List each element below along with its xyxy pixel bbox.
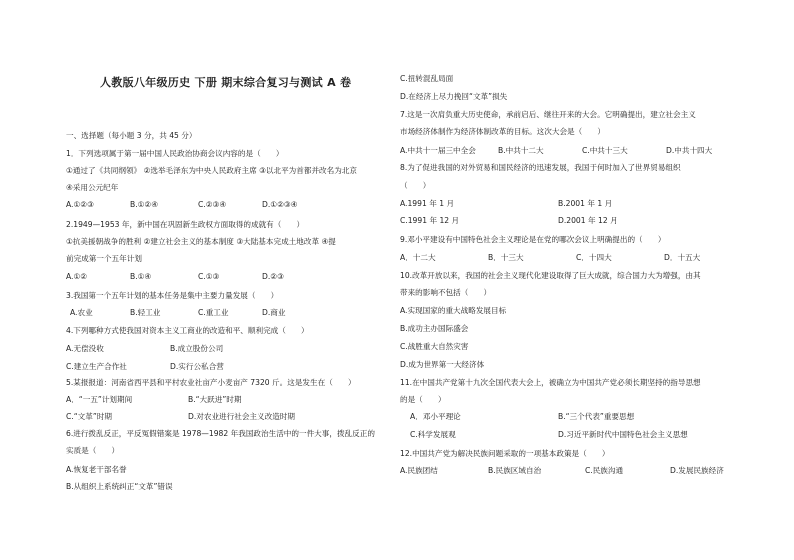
question-7: 7.这是一次肩负重大历史使命，承前启后、继往开来的大会。它明确提出，建立社会主义 bbox=[400, 110, 696, 119]
q1-option-c: C.②③④ bbox=[198, 200, 227, 209]
q7-option-c: C.中共十三大 bbox=[582, 146, 628, 155]
q4-option-c: C.建立生产合作社 bbox=[66, 362, 127, 371]
q2-option-c: C.①③ bbox=[198, 272, 220, 281]
q6-option-d: D.在经济上尽力挽回“文革”损失 bbox=[400, 92, 508, 101]
question-9: 9.邓小平建设有中国特色社会主义理论是在党的哪次会议上明确提出的（ ） bbox=[400, 235, 666, 244]
q1-option-b: B.①②④ bbox=[130, 200, 159, 209]
q8-option-c: C.1991 年 12 月 bbox=[400, 216, 460, 225]
q1-option-d: D.①②③④ bbox=[262, 200, 298, 209]
q7-option-d: D.中共十四大 bbox=[666, 146, 713, 155]
q4-option-b: B.成立股份公司 bbox=[170, 344, 224, 353]
q3-option-a: A.农业 bbox=[70, 308, 93, 317]
q10-option-a: A.实现国家的重大战略发展目标 bbox=[400, 306, 507, 315]
page-title: 人教版八年级历史 下册 期末综合复习与测试 A 卷 bbox=[100, 76, 352, 89]
q9-option-d: D．十五大 bbox=[664, 253, 701, 262]
question-11: 11.在中国共产党第十九次全国代表大会上，被确立为中国共产党必须长期坚持的指导思想 bbox=[400, 378, 701, 387]
question-8-cont: （ ） bbox=[400, 181, 431, 190]
question-8: 8.为了促进我国的对外贸易和国民经济的迅速发展，我国于何时加入了世界贸易组织 bbox=[400, 163, 681, 172]
q2-option-d: D.②③ bbox=[262, 272, 284, 281]
q1-option-a: A.①②③ bbox=[66, 200, 94, 209]
q8-option-d: D.2001 年 12 月 bbox=[558, 216, 618, 225]
q3-option-d: D.商业 bbox=[262, 308, 286, 317]
q11-option-c: C.科学发展观 bbox=[410, 430, 456, 439]
question-1: 1．下列选项属于第一届中国人民政治协商会议内容的是（ ） bbox=[66, 149, 284, 158]
q6-option-a: A.恢复老干部名誉 bbox=[66, 465, 127, 474]
q9-option-c: C．十四大 bbox=[576, 253, 612, 262]
q4-option-a: A.无偿没收 bbox=[66, 344, 104, 353]
q2-option-a: A.①② bbox=[66, 272, 88, 281]
question-2-items-cont: 前完成第一个五年计划 bbox=[66, 254, 142, 263]
question-10-cont: 带来的影响不包括（ ） bbox=[400, 288, 492, 297]
question-4: 4.下列哪种方式使我国对资本主义工商业的改造和平、顺利完成（ ） bbox=[66, 326, 309, 335]
q10-option-b: B.成功主办国际盛会 bbox=[400, 324, 469, 333]
q5-option-b: B.“大跃进”时期 bbox=[188, 395, 242, 404]
q10-option-d: D.成为世界第一大经济体 bbox=[400, 360, 485, 369]
question-10: 10.改革开放以来，我国的社会主义现代化建设取得了巨大成就，综合国力大为增强，由其 bbox=[400, 271, 701, 280]
question-7-cont: 市场经济体制作为经济体制改革的目标。这次大会是（ ） bbox=[400, 127, 606, 136]
question-2: 2.1949—1953 年，新中国在巩固新生政权方面取得的成就有（ ） bbox=[66, 220, 305, 229]
q11-option-b: B.“三个代表”重要思想 bbox=[558, 412, 635, 421]
q7-option-b: B.中共十二大 bbox=[498, 146, 544, 155]
q12-option-c: C.民族沟通 bbox=[585, 466, 624, 475]
q2-option-b: B.①④ bbox=[130, 272, 152, 281]
q12-option-d: D.发展民族经济 bbox=[670, 466, 724, 475]
q9-option-b: B．十三大 bbox=[488, 253, 524, 262]
q9-option-a: A．十二大 bbox=[400, 253, 436, 262]
q3-option-c: C.重工业 bbox=[198, 308, 229, 317]
question-11-cont: 的是（ ） bbox=[400, 395, 446, 404]
q3-option-b: B.轻工业 bbox=[130, 308, 161, 317]
q11-option-a: A．邓小平理论 bbox=[410, 412, 461, 421]
question-5: 5.某报报道：河南省西平县和平村农业社亩产小麦亩产 7320 斤。这是发生在（ ） bbox=[66, 378, 356, 387]
q5-option-c: C.“文革”时期 bbox=[66, 412, 112, 421]
question-3: 3.我国第一个五年计划的基本任务是集中主要力量发展（ ） bbox=[66, 291, 279, 300]
q11-option-d: D.习近平新时代中国特色社会主义思想 bbox=[558, 430, 688, 439]
question-2-items: ①抗美援朝战争的胜利 ②建立社会主义的基本制度 ③大陆基本完成土地改革 ④提 bbox=[66, 237, 336, 246]
question-1-items-cont: ④采用公元纪年 bbox=[66, 183, 119, 192]
q4-option-d: D.实行公私合营 bbox=[170, 362, 224, 371]
question-12: 12.中国共产党为解决民族问题采取的一项基本政策是（ ） bbox=[400, 449, 610, 458]
q6-option-c: C.扭转混乱局面 bbox=[400, 74, 454, 83]
q5-option-d: D.对农业进行社会主义改造时期 bbox=[188, 412, 295, 421]
question-6-cont: 实质是（ ） bbox=[66, 446, 120, 455]
q8-option-a: A.1991 年 1 月 bbox=[400, 199, 455, 208]
q12-option-a: A.民族团结 bbox=[400, 466, 438, 475]
question-1-items: ①通过了《共同纲领》 ②选举毛泽东为中央人民政府主席 ③以北平为首都并改名为北京 bbox=[66, 166, 358, 175]
q6-option-b: B.从组织上系统纠正“文革”错误 bbox=[66, 482, 173, 491]
q8-option-b: B.2001 年 1 月 bbox=[558, 199, 613, 208]
q10-option-c: C.战胜重大自然灾害 bbox=[400, 342, 469, 351]
q12-option-b: B.民族区域自治 bbox=[488, 466, 542, 475]
q5-option-a: A．“一五”计划期间 bbox=[66, 395, 133, 404]
q7-option-a: A.中共十一届三中全会 bbox=[400, 146, 476, 155]
section-heading: 一、选择题（每小题 3 分，共 45 分） bbox=[66, 131, 197, 140]
question-6: 6.进行拨乱反正，平反冤假错案是 1978—1982 年我国政治生活中的一件大事，拨乱反正的 bbox=[66, 429, 375, 438]
